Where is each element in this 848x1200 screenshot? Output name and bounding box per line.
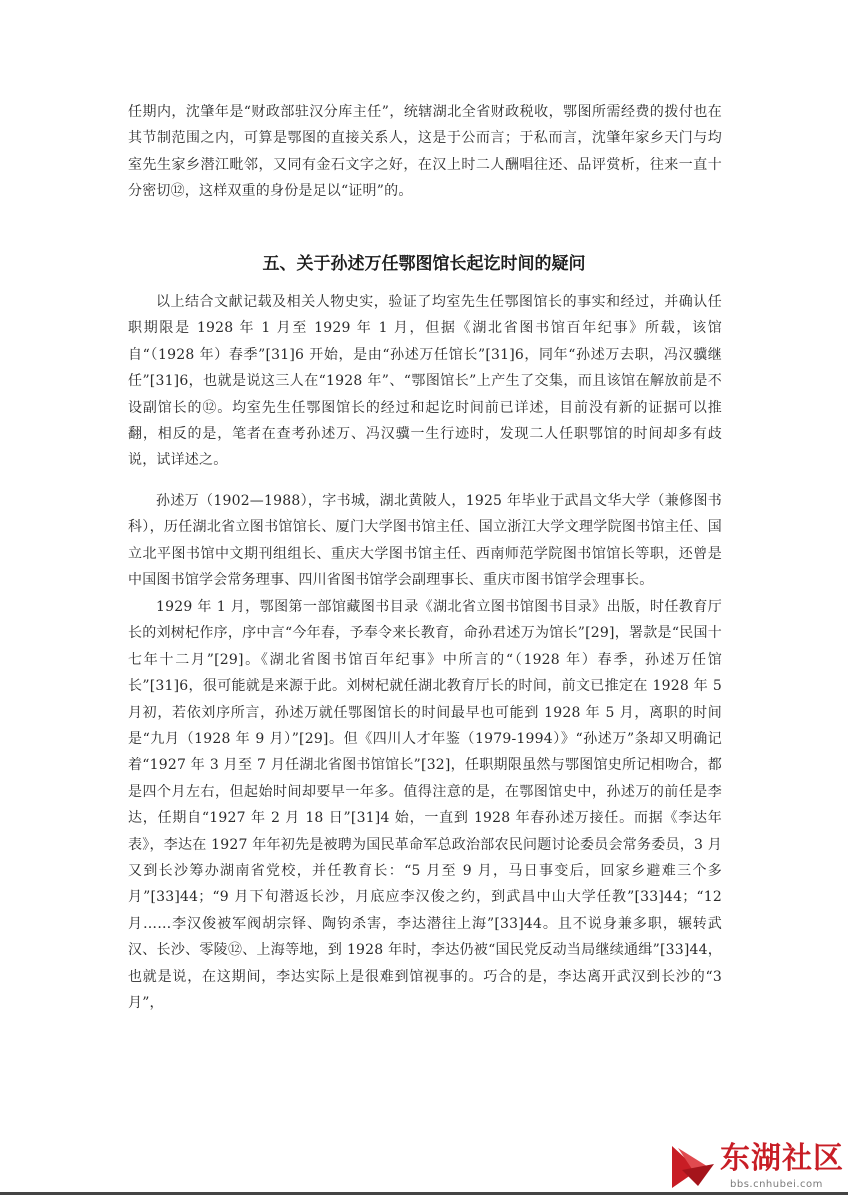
body-paragraph: 以上结合文献记载及相关人物史实，验证了均室先生任鄂图馆长的事实和经过，并确认任职期限是 1928 年 1 月至 1929 年 1 月，但据《湖北省图书馆百年纪事》所载，该馆自“（1928 年）春季”[31]6 开始，是由“孙述万任馆长”[31]6，同年“孙述万去职，冯汉骥继任”[31]6，也就是说这三人在“1928 年”、“鄂图馆长”上产生了交集，而且该馆在解放前是不设副馆长的⑫。均室先生任鄂图馆长的经过和起讫时间前已详述，目前没有新的证据可以推翻，相反的是，笔者在查考孙述万、冯汉骥一生行迹时，发现二人任职鄂馆的时间却多有歧说，试详述之。 — [128, 294, 722, 469]
watermark-url: bbs.cnhubei.com — [730, 1179, 823, 1190]
bottom-divider — [0, 1192, 848, 1195]
watermark-site-name: 东湖社区 — [720, 1141, 844, 1176]
section-heading: 五、关于孙述万任鄂图馆长起讫时间的疑问 — [262, 254, 586, 274]
body-paragraph: 孙述万（1902—1988），字书城，湖北黄陂人，1925 年毕业于武昌文华大学（兼修图书科），历任湖北省立图书馆馆长、厦门大学图书馆主任、国立浙江大学文理学院图书馆主任、国立北平图书馆中文期刊组组长、重庆大学图书馆主任、西南师范学院图书馆馆长等职，还曾是中国图书馆学会常务理事、四川省图书馆学会副理事长、重庆市图书馆学会理事长。 — [128, 493, 722, 589]
intro-paragraph: 任期内，沈肇年是“财政部驻汉分库主任”，统辖湖北全省财政税收，鄂图所需经费的拨付也在其节制范围之内，可算是鄂图的直接关系人，这是于公而言；于私而言，沈肇年家乡天门与均室先生家乡潜江毗邻，又同有金石文字之好，在汉上时二人酬唱往还、品评赏析，往来一直十分密切⑫，这样双重的身份是足以“证明”的。 — [128, 104, 722, 200]
site-logo-icon — [668, 1140, 718, 1190]
body-paragraph: 1929 年 1 月，鄂图第一部馆藏图书目录《湖北省立图书馆图书目录》出版，时任教育厅长的刘树杞作序，序中言“今年春，予奉令来长教育，命孙君述万为馆长”[29]，署款是“民国十七年十二月”[29]。《湖北省图书馆百年纪事》中所言的“（1928 年）春季，孙述万任馆长”[31]6，很可能就是来源于此。刘树杞就任湖北教育厅长的时间，前文已推定在 1928 年 5 月初，若依刘序所言，孙述万就任鄂图馆长的时间最早也可能到 1928 年 5 月，离职的时间是“九月（1928 年 9 月）”[29]。但《四川人才年鉴（1979-1994）》“孙述万”条却又明确记着“1927 年 3 月至 7 月任湖北省图书馆馆长”[32]，任职期限虽然与鄂图馆史所记相吻合，都是四个月左右，但起始时间却要早一年多。值得注意的是，在鄂图馆史中，孙述万的前任是李达，任期自“1927 年 2 月 18 日”[31]4 始，一直到 1928 年春孙述万接任。而据《李达年表》，李达在 1927 年年初先是被聘为国民革命军总政治部农民问题讨论委员会常务委员，3 月又到长沙筹办湖南省党校，并任教育长：“5 月至 9 月，马日事变后，回家乡避难三个多月”[33]44；“9 月下旬潜返长沙，月底应李汉俊之约，到武昌中山大学任教”[33]44；“12 月……李汉俊被军阀胡宗铎、陶钧杀害，李达潜往上海”[33]44。且不说身兼多职，辗转武汉、长沙、零陵⑫、上海等地，到 1928 年时，李达仍被“国民党反动当局继续通缉”[33]44，也就是说，在这期间，李达实际上是很难到馆视事的。巧合的是，李达离开武汉到长沙的“3 月”， — [128, 599, 722, 1012]
site-watermark — [668, 1138, 844, 1196]
